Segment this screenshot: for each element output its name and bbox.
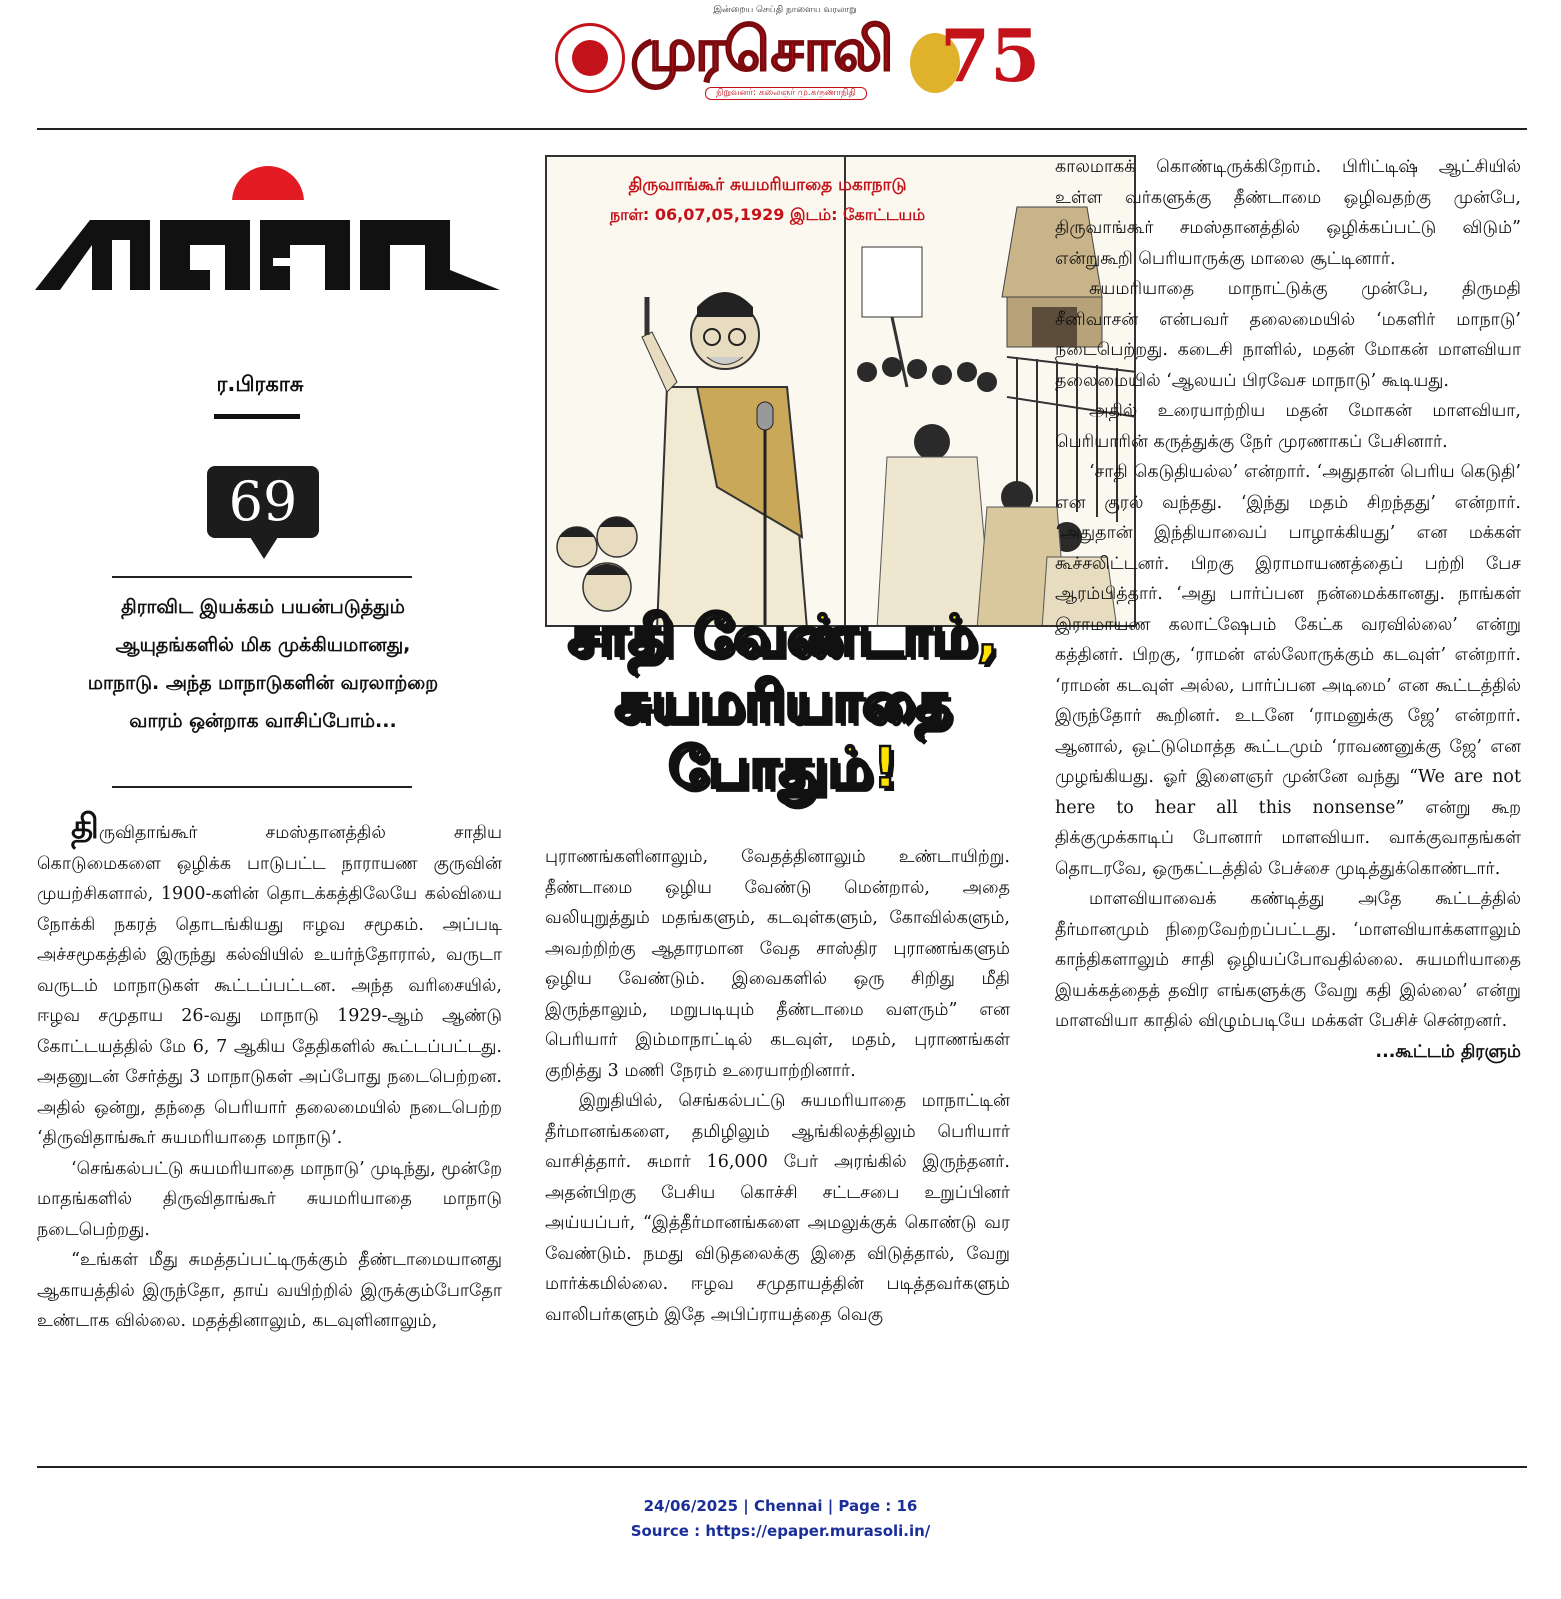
article-headline [548, 604, 1018, 802]
article-illustration [545, 155, 1136, 627]
paragraph: அதில் உரையாற்றிய மதன் மோகன் மாளவியா, பெரியாரின் கருத்துக்கு நேர் முரணாகப் பேசினார். [1055, 401, 1521, 452]
poster-date-venue: நாள்: 06,07,05,1929 இடம்: கோட்டயம் [609, 205, 926, 224]
paragraph: மாளவியாவைக் கண்டித்து அதே கூட்டத்தில் தீர்மானமும் நிறைவேற்றப்பட்டது. ‘மாளவியாக்களாலும் காந்திகளாலும் சாதி ஒழியப்போவதில்லை. சுயமரியாதை இயக்கத்தைத் தவிர எங்களுக்கு வேறு கதி இல்லை’ என்று மாளவியா காதில் விழும்படியே மக்கள் பேசிச் சென்றனர். [1055, 889, 1521, 1031]
paper-founder: நிறுவனர்: கலைஞர் மு.கருணாநிதி [705, 87, 867, 100]
series-intro: திராவிட இயக்கம் பயன்படுத்தும் ஆயுதங்களில் மிக முக்கியமானது, மாநாடு. அந்த மாநாடுகளின் வரலாற்றை வாரம் ஒன்றாக வாசிப்போம்... [87, 596, 439, 732]
headline-line-3: போதும்! [668, 736, 898, 801]
paragraph: இறுதியில், செங்கல்பட்டு சுயமரியாதை மாநாட்டின் தீர்மானங்களை, தமிழிலும் ஆங்கிலத்திலும் பெரியார் வாசித்தார். சுமார் 16,000 பேர் அரங்கில் இருந்தனர். அதன்பிறகு பேசிய கொச்சி சட்டசபை உறுப்பினர் அய்யப்பர், “இத்தீர்மானங்களை அமலுக்குக் கொண்டு வர வேண்டும். நமது விடுதலைக்கு இதை விடுத்தால், வேறு மார்க்கமில்லை. ஈழவ சமுதாயத்தின் படித்தவர்களும் வாலிபர்களும் இதே அபிப்ராயத்தை வெகு [545, 1091, 1010, 1325]
article-signoff: ...கூட்டம் திரளும் [1375, 1041, 1521, 1062]
source-link[interactable]: Source : https://epaper.murasoli.in/ [630, 1522, 931, 1540]
article-column-2 [545, 842, 1010, 1330]
anniversary-number: 75 [940, 13, 1041, 98]
paragraph: ‘சாதி கெடுதியல்ல’ என்றார். ‘அதுதான் பெரிய கெடுதி’ என குரல் வந்தது. ‘இந்து மதம் சிறந்தது’ என்றார். ‘அதுதான் இந்தியாவைப் பாழாக்கியது’ என மக்கள் கூச்சலிட்டனர். பிறகு இராமாயணத்தைப் பற்றி பேச ஆரம்பித்தார். ‘அது பார்ப்பன நன்மைக்கானது. நாங்கள் இராமாயண கலாட்ஷேபம் கேட்க வரவில்லை’ என்று கத்தினர். பிறகு, ‘ராமன் எல்லோருக்கும் கடவுள்’ என்றார். ‘ராமன் கடவுள் அல்ல, பார்ப்பன அடிமை’ என கூட்டத்தில் இருந்தோர் கூறினர். உடனே ‘ராமனுக்கு ஜே’ என்றார். ஆனால், ஒட்டுமொத்த கூட்டமும் ‘ராவணனுக்கு ஜே’ என முழங்கியது. ஓர் இளைஞர் முன்னே வந்து “We are not here to hear all this nonsense” என்று கூற திக்குமுக்காடிப் போனார் மாளவியா. வாக்குவாதங்கள் தொடரவே, ஒருகட்டத்தில் பேச்சை முடித்துக்கொண்டார். [1055, 462, 1521, 879]
paper-name: முரசொலி [630, 15, 892, 85]
paragraph: திருவிதாங்கூர் சமஸ்தானத்தில் சாதிய கொடுமைகளை ஒழிக்க பாடுபட்ட நாராயண குருவின் முயற்சிகளால், 1900-களின் தொடக்கத்திலேயே கல்வியை நோக்கி நகரத் தொடங்கியது ஈழவ சமூகம். அப்படி அச்சமூகத்தில் இருந்து கல்வியில் உயர்ந்தோரால், வருடா வருடம் மாநாடுகள் கூட்டப்பட்டன. அந்த வரிசையில், ஈழவ சமுதாய 26-வது மாநாடு 1929-ஆம் ஆண்டு கோட்டயத்தில் மே 6, 7 ஆகிய தேதிகளில் கூட்டப்பட்டது. அதனுடன் சேர்த்து 3 மாநாடுகள் அப்போது நடைபெற்றன. அதில் ஒன்று, தந்தை பெரியார் தலைமையில் நடைபெற்ற ‘திருவிதாங்கூர் சுயமரியாதை மாநாடு’. [37, 807, 502, 1148]
bottom-divider [37, 1466, 1527, 1468]
author-underline [214, 414, 300, 419]
article-column-3 [1055, 152, 1521, 1067]
episode-number: 69 [207, 466, 319, 538]
top-divider [37, 128, 1527, 130]
author-name: ர.பிரகாசு [216, 372, 304, 396]
headline-line-2: சுயமரியாதை [614, 670, 952, 735]
masthead-tagline: இன்றைய செய்தி நாளைய வரலாறு [713, 5, 857, 15]
article-column-1 [37, 807, 502, 1337]
intro-top-rule [112, 576, 412, 578]
paragraph: “உங்கள் மீது சுமத்தப்பட்டிருக்கும் தீண்டாமையானது ஆகாயத்தில் இருந்தோ, தாய் வயிற்றில் இருக்கும்போதோ உண்டாக வில்லை. மதத்தினாலும், கடவுளினாலும், [37, 1250, 502, 1331]
intro-bottom-rule [112, 786, 412, 788]
masthead [555, 5, 1041, 105]
party-emblem-icon [555, 23, 625, 93]
paragraph: சுயமரியாதை மாநாட்டுக்கு முன்பே, திருமதி சீனிவாசன் என்பவர் தலைமையில் ‘மகளிர் மாநாடு’ நடைபெற்றது. கடைசி நாளில், மதன் மோகன் மாளவியா தலைமையில் ‘ஆலயப் பிரவேச மாநாடு’ கூடியது. [1055, 279, 1521, 391]
edition-info: 24/06/2025 | Chennai | Page : 16 [643, 1497, 918, 1515]
paragraph: காலமாகக் கொண்டிருக்கிறோம். பிரிட்டிஷ் ஆட்சியில் உள்ள வர்களுக்கு தீண்டாமை ஒழிவதற்கு முன்பே, திருவாங்கூர் சமஸ்தானத்தில் ஒழிக்கப்பட்டு விடும்” என்றுகூறி பெரியாருக்கு மாலை சூட்டினார். [1055, 157, 1521, 269]
paragraph: ‘செங்கல்பட்டு சுயமரியாதை மாநாடு’ முடிந்து, மூன்றே மாதங்களில் திருவிதாங்கூர் சுயமரியாதை மாநாடு நடைபெற்றது. [37, 1158, 502, 1240]
series-logo [30, 160, 510, 300]
speech-bubble-tail [250, 537, 278, 559]
headline-line-1: சாதி வேண்டாம், [567, 604, 999, 669]
poster-title: திருவாங்கூர் சுயமரியாதை மகாநாடு [628, 175, 907, 195]
anniversary-badge [910, 13, 1041, 101]
paragraph: புராணங்களினாலும், வேதத்தினாலும் உண்டாயிற்று. தீண்டாமை ஒழிய வேண்டு மென்றால், அதை வலியுறுத்தும் மதங்களும், கடவுள்களும், கோவில்களும், அவற்றிற்கு ஆதாரமான வேத சாஸ்திர புராணங்களும் ஒழிய வேண்டும். இவைகளில் ஒரு சிறிது மீதி இருந்தாலும், மறுபடியும் தீண்டாமை வளரும்” என பெரியார் இம்மாநாட்டில் கடவுள், மதம், புராணங்கள் குறித்து 3 மணி நேரம் உரையாற்றினார். [545, 847, 1010, 1081]
illustration-drawing [547, 157, 1136, 627]
